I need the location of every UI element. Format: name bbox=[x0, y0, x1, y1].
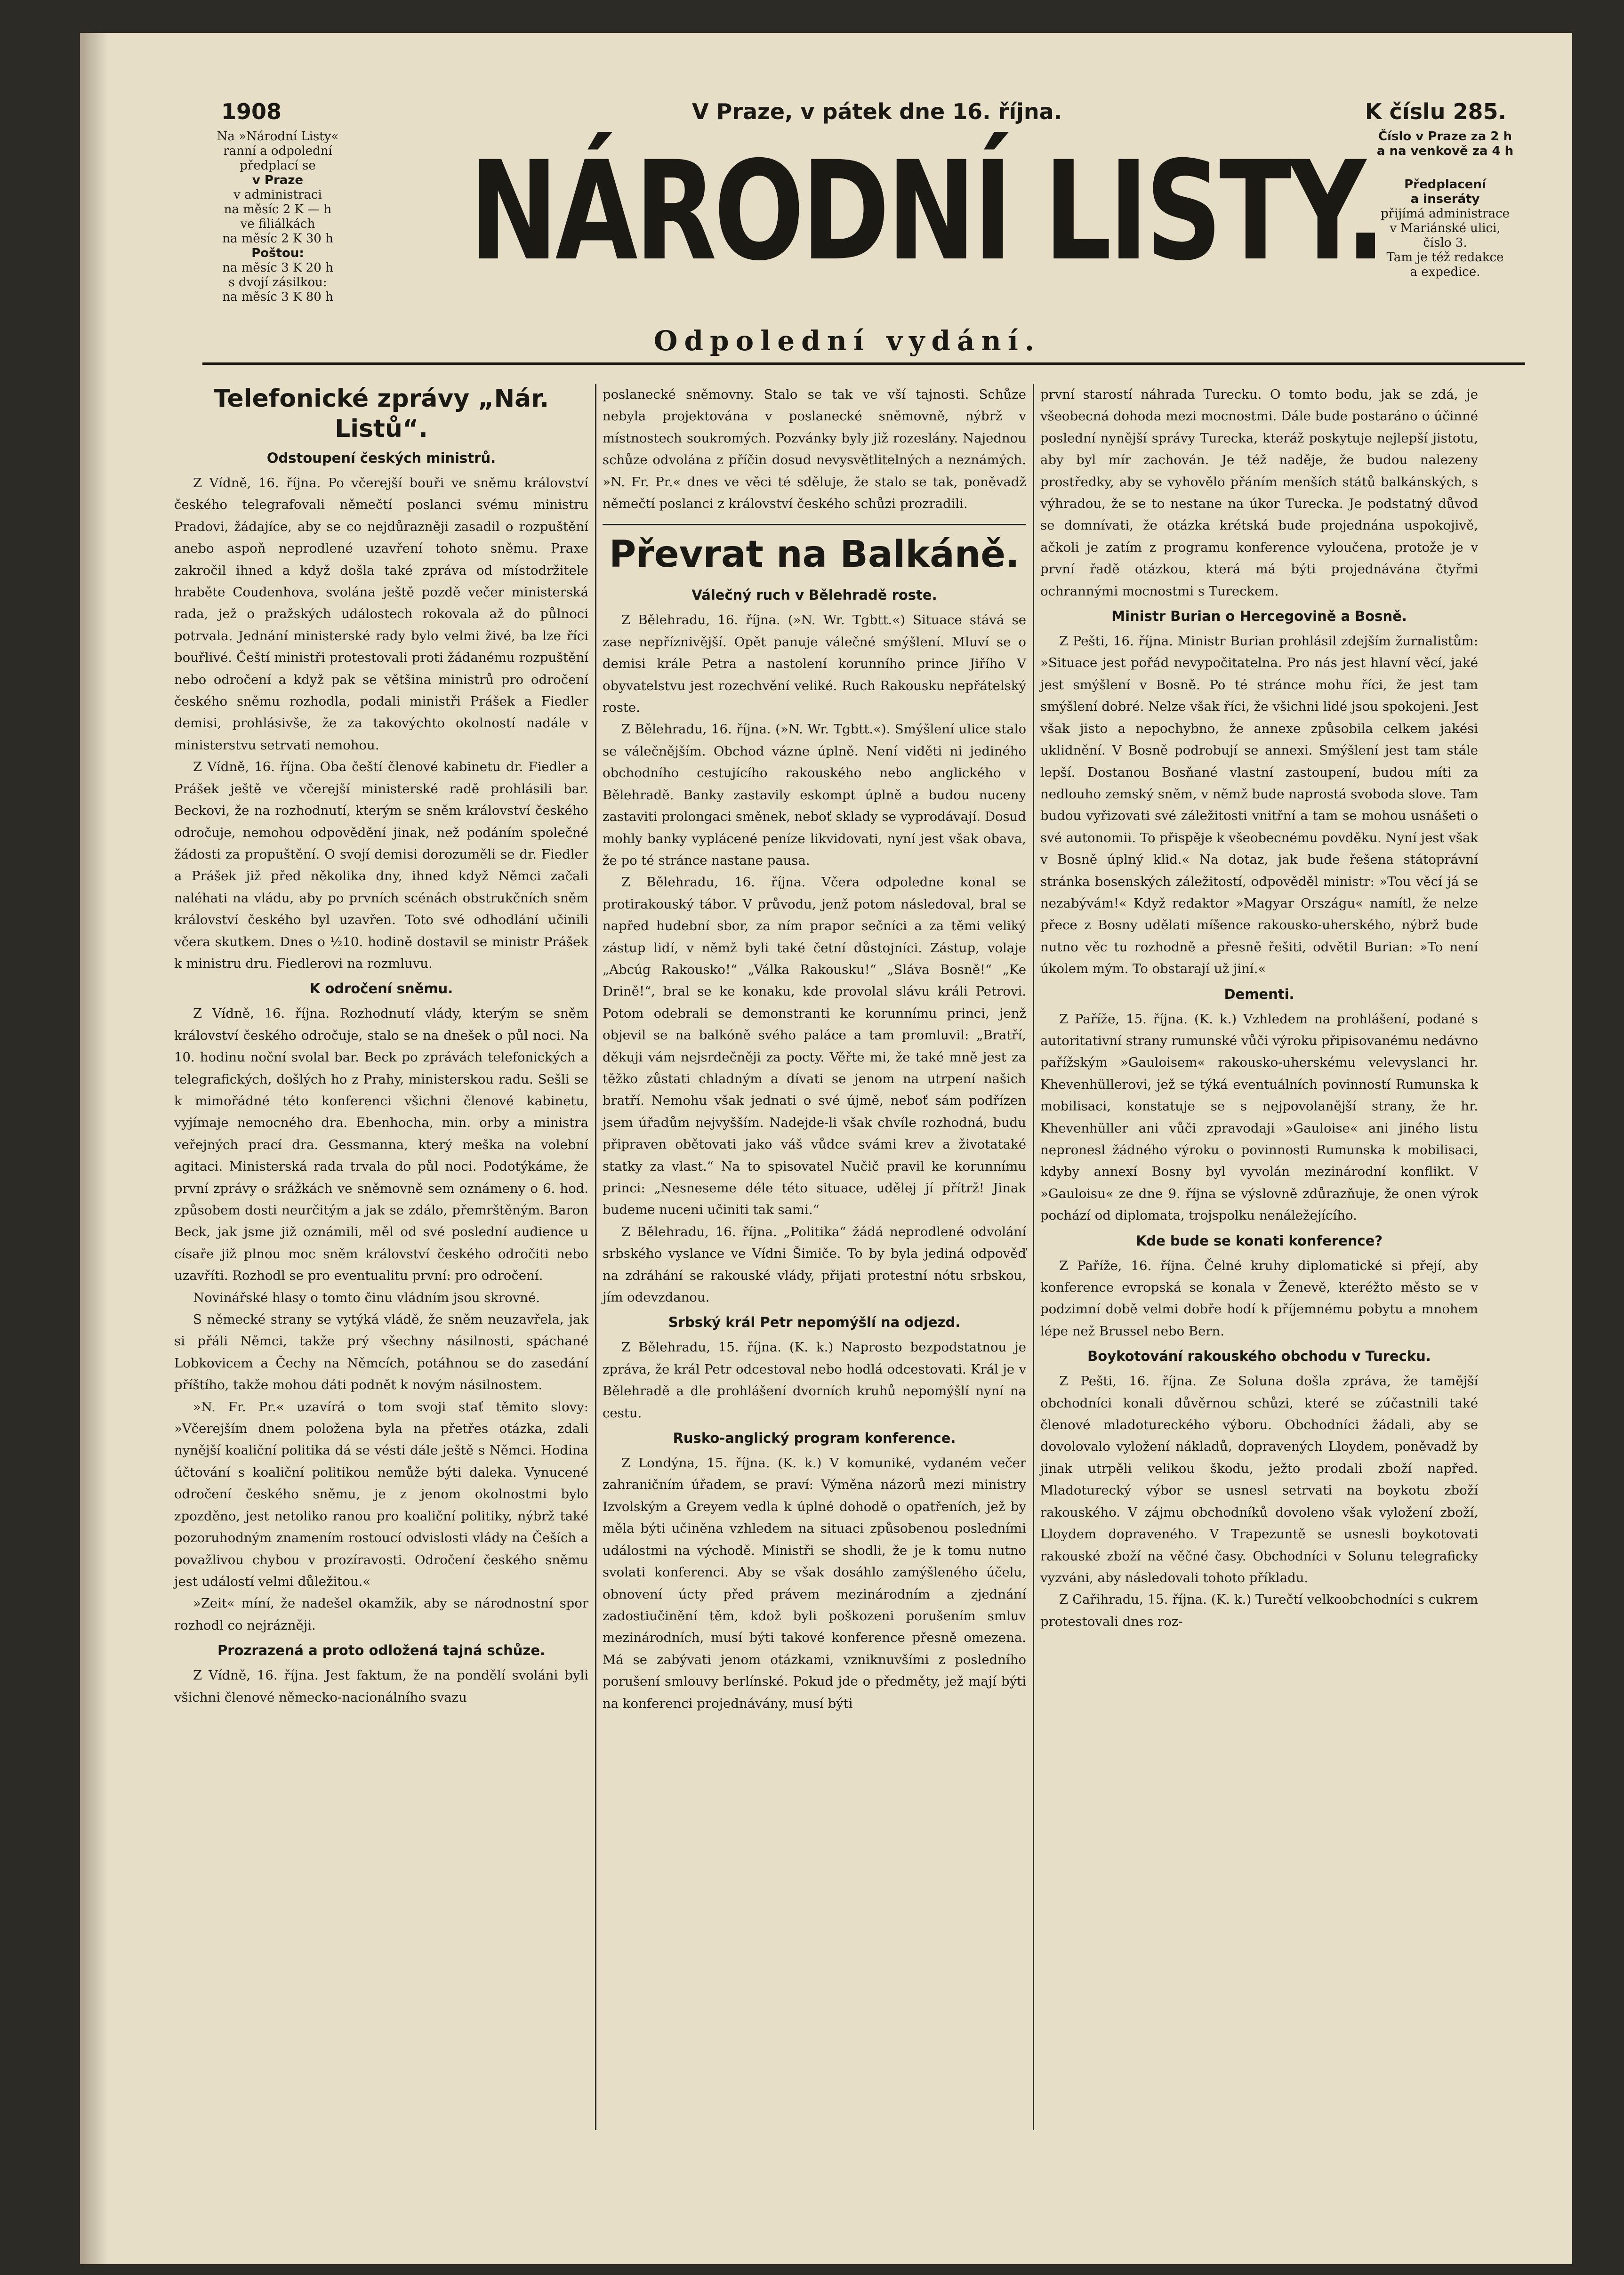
subscription-line: v administraci bbox=[233, 188, 322, 202]
article-paragraph: Z Bělehradu, 16. října. (»N. Wr. Tgbtt.«) Situace stává se zase nepříznivější. Opět panuje válečné smýšlení. Mluví se o demisi krále Petra a nastolení korunního prince Jiřího V obyvatelstvu jest rozechvění veliké. Ruch Rakousku nepřátelský roste. bbox=[603, 612, 1026, 715]
masthead-year: 1908 bbox=[221, 99, 282, 124]
price-line: Předplacení bbox=[1404, 177, 1486, 192]
article-paragraph: Z Vídně, 16. října. Oba čeští členové kabinetu dr. Fiedler a Prášek ještě ve včerejší ministerské radě prohlásili bar. Beckovi, že na rozhodnutí, kterým se sněm království českého odročuje, nemohou odpovědění jinak, než podáním společné žádosti za propuštění. O svojí demisi dorozuměli se dr. Fiedler a Prášek již před několika dny, ihned když Němci začali naléhati na vládu, aby po prvních scénách obstrukčních sněm království českého byl uzavřen. Toto své odhodlání učinili včera skutkem. Dnes o ½10. hodině dostavil se ministr Prášek k ministru dru. Fiedlerovi na rozmluvu. bbox=[174, 759, 588, 971]
section-heading: Telefonické zprávy „Nár. Listů“. bbox=[213, 385, 549, 443]
subscription-line: ve filiálkách bbox=[240, 217, 315, 231]
article-paragraph: Z Vídně, 16. října. Po včerejší bouři ve sněmu království českého telegrafovali němečtí poslanci svému ministru Pradovi, žádajíce, aby se co nejdůrazněji zasadil o rozpuštění anebo aspoň neprodlené uzavření tohoto sněmu. Praxe zakročil ihned a když došla také zpráva od místodržitele hraběte Coudenhova, svolána ještě pozdě večer ministerská rada, jež o pražských událostech rokovala až do půlnoci potrvala. Jednání ministerské rady bylo velmi živé, ba lze říci bouřlivé. Čeští ministři protestovali proti žádanému rozpuštění nebo odročení a když pak se většina ministrů pro odročení českého sněmu rozhodla, podali ministři Prášek a Fiedler demisi, prohlásivše, že za takovýchto okolností nadále v ministerstvu setrvati nemohou. bbox=[174, 475, 588, 753]
article-paragraph: S německé strany se vytýká vládě, že sněm neuzavřela, jak si přáli Němci, takže prý všechny násilnosti, spáchané Lobkovicem a Čechy na Němcích, potáhnou se do zasedání příštího, takže mohou dáti podnět k novým násilnostem. bbox=[174, 1312, 588, 1393]
article-subhead: Ministr Burian o Hercegovině a Bosně. bbox=[1111, 608, 1407, 625]
price-line: číslo 3. bbox=[1423, 236, 1467, 250]
article-paragraph: Z Vídně, 16. října. Rozhodnutí vlády, kterým se sněm království českého odročuje, stalo se na dnešek o půl noci. Na 10. hodinu noční svolal bar. Beck po zprávách telefonických a telegrafických, došlých ho z Prahy, ministerskou radu. Sešli se k mimořádné této konferenci všichni členové kabinetu, vyjímaje nemocného dra. Ebenhocha, min. orby a ministra veřejných prací dra. Gessmanna, který meška na volební agitaci. Ministerská rada trvala do půl noci. Podotýkáme, že první zprávy o srážkách ve sněmovně sem oznámeny o 6. hod. způsobem dosti neurčitým a jak se zdálo, přemrštěným. Baron Beck, jak jsme již oznámili, měl od své poslední audience u císaře již plnou moc sněm království českého odročiti nebo uzavříti. Rozhodl se pro eventualitu první: pro odročení. bbox=[174, 1006, 588, 1284]
article-paragraph: »Zeit« míní, že nadešel okamžik, aby se národnostní spor rozhodl co nejrázněji. bbox=[174, 1596, 588, 1633]
article-continuation: první starostí náhrada Turecku. O tomto bodu, jak se zdá, je všeobecná dohoda mezi mocnostmi. Dále bude postaráno o účinné poslední nynější správy Turecka, kteráž poskytuje nejlepší jistotu, aby byl mír zachován. Je též naděje, že budou nalezeny prostředky, aby se vyhovělo přáním menších států balkánských, s výhradou, že se to nestane na úkor Turecka. Je podstatný důvod se domnívati, že otázka krétská bude projednána uspokojivě, ačkoli je zatím z programu konference vyloučena, protože je v první řadě otázkou, která má býti projednávána čtyřmi ochrannými mocnostmi s Tureckem. bbox=[1040, 387, 1478, 599]
article-paragraph: Z Pešti, 16. října. Ministr Burian prohlásil zdejším žurnalistům: »Situace jest pořád nevypočitatelna. Pro nás jest hlavní věcí, jaké jest smýšlení v Bosně. Po té stránce mohu říci, že jest tam smýšlení dobré. Nelze však říci, že všichni lidé jsou spokojeni. Jest však jisto a nepochybno, že annexe způsobila celkem jakési uklidnění. V Bosně podrobují se annexi. Smýšlení jest tam stále lepší. Dostanou Bosňané vlastní zastoupení, budou míti za nedlouho zemský sněm, v němž bude naprostá svoboda slove. Tam budou vyřizovati své záležitosti vnitřní a tam se mohou usnášeti o své autonomii. To přispěje k všeobecnému povděku. Nyní jest však v Bosně úplný klid.« Na dotaz, jak bude řešena státoprávní stránka bosenských záležitostí, odpověděl ministr: »Tou věcí já se nezabývám!« Když redaktor »Magyar Országu« namítl, že nelze přece z Bosny udělati míšence rakousko-uherského, nýbrž bude nutno věc tu rozhodně a přesně řešiti, odvětil Burian: »To není úkolem mým. To obstarají už jiní.« bbox=[1040, 634, 1478, 977]
newspaper-title: NÁRODNÍ LISTY. bbox=[469, 132, 1383, 291]
subscription-line: s dvojí zásilkou: bbox=[228, 275, 327, 289]
masthead-rule bbox=[202, 362, 1525, 365]
column-divider bbox=[595, 384, 596, 2130]
subscription-line: na měsíc 3 K 20 h bbox=[222, 261, 333, 275]
article-subhead: Válečný ruch v Bělehradě roste. bbox=[691, 587, 937, 603]
edition-label: Odpolední vydání. bbox=[653, 325, 1041, 357]
article-subhead: Srbský král Petr nepomýšlí na odjezd. bbox=[668, 1314, 961, 1331]
article-paragraph: Z Bělehradu, 16. října. (»N. Wr. Tgbtt.«). Smýšlení ulice stalo se válečnějším. Obchod vázne úplně. Není viděti ni jediného obchodního cestujícího rakouského nebo anglického v Bělehradě. Banky zastavily eskompt úplně a budou nuceny zastaviti prolongaci směnek, neboť sklady se vyprodávají. Dosud mohly banky vyplácené peníze likvidovati, nyní jest však obava, že po té stránce nastane pausa. bbox=[603, 722, 1026, 868]
article-paragraph: Z Paříže, 16. října. Čelné kruhy diplomatické si přejí, aby konference evropská se konala v Ženevě, kteréžto město se v podzimní době velmi dobře hodí k příjemnému pobytu a mnohem lépe než Brussel nebo Bern. bbox=[1040, 1258, 1478, 1339]
article-continuation: poslanecké sněmovny. Stalo se tak ve vší tajnosti. Schůze nebyla projektována v poslanecké sněmovně, nýbrž v místnostech soukromých. Pozvánky byly již rozeslány. Najednou schůze odvolána z příčin dosud nevysvětlitelných a neznámých. »N. Fr. Pr.« dnes ve věci té sděluje, že stalo se tak, poněvadž němečtí poslanci z království českého schůzi prozradili. bbox=[603, 387, 1026, 512]
price-line: v Mariánské ulici, bbox=[1390, 221, 1501, 235]
article-paragraph: »N. Fr. Pr.« uzavírá o tom svoji stať těmito slovy: »Včerejším dnem položena byla na přetřes otázka, zdali nynější koaliční politika dá se vésti dále ještě s Němci. Hodina účtování s koaliční politikou nemůže býti daleka. Vynucené odročení českého sněmu, je z jenom okolnostmi bylo zpozděno, jest netoliko ranou pro koaliční politiky, nýbrž také pozoruhodným znamením rostoucí odvislosti vlády na Češích a považlivou chybou v prozíravosti. Odročení českého sněmu jest událostí velmi důležitou.« bbox=[174, 1399, 588, 1589]
section-heading: Převrat na Balkáně. bbox=[603, 524, 1026, 577]
article-paragraph: Z Bělehradu, 15. října. (K. k.) Naprosto bezpodstatnou je zpráva, že král Petr odcestoval nebo hodlá odcestovati. Král je v Bělehradě a dle prohlášení dvorních kruhů nepomýšlí nyní na cestu. bbox=[603, 1340, 1026, 1421]
article-paragraph: Novinářské hlasy o tomto činu vládním jsou skrovné. bbox=[193, 1290, 540, 1305]
subscription-line: Poštou: bbox=[251, 246, 304, 260]
subscription-line: ranní a odpolední bbox=[223, 144, 332, 158]
article-paragraph: Z Paříže, 15. října. (K. k.) Vzhledem na prohlášení, podané s autoritativní strany rumunské vůči výroku připisovanému nedávno pařížským »Gauloisem« rakousko-uherskému velevyslanci hr. Khevenhüllerovi, jež se týká eventuálních povinností Rumunska k mobilisaci, konstatuje se s nejpovolanější strany, že hr. Khevenhüller ani vůči zpravodaji »Gauloise« ani jiného listu nepronesl žádného výroku o povinnosti Rumunska k mobilisaci, kdyby annexí Bosny byl vyvolán mezinárodní konflikt. V »Gauloisu« ze dne 9. října se výslovně zdůrazňuje, že onen výrok pochází od diplomata, trojspolku nenáležejícího. bbox=[1040, 1011, 1478, 1223]
subscription-line: na měsíc 2 K — h bbox=[224, 202, 332, 217]
article-paragraph: Z Bělehradu, 16. října. Včera odpoledne konal se protirakouský tábor. V průvodu, jenž potom následoval, bral se napřed hudební sbor, za ním prapor sečníci a za těmi veliký zástup lidí, v němž byli také četní důstojníci. Zástup, volaje „Abcúg Rakousko!“ „Válka Rakousku!“ „Sláva Bosně!“ „Ke Drině!“, bral se ke konaku, kde provolal slávu králi Petrovi. Potom odebrali se demonstranti ke korunnímu princi, jenž objevil se na balkóně svého paláce a tam promluvil: „Bratří, děkuji vám nejsrdečněji za pocty. Věřte mi, že také mně jest za těžko zůstati chladným a dívati se jenom na utrpení našich bratří. Nemohu však jednati o své újmě, neboť sám podřízen jsem úřadům nejvyšším. Nadejde-li však chvíle rozhodná, budu připraven obětovati jako váš vůdce svámi krev a životataké statky za vlast.“ Na to spisovatel Nučič pravil ke korunnímu princi: „Nesneseme déle této situace, udělej jí přítrž! Jinak budeme nuceni učiniti tak sami.“ bbox=[603, 875, 1026, 1218]
newspaper-page bbox=[80, 33, 1572, 2264]
masthead bbox=[80, 33, 1572, 372]
subscription-info-box bbox=[202, 129, 353, 305]
column-telephone-reports bbox=[174, 384, 588, 1708]
column-balkan bbox=[603, 384, 1026, 1714]
price-line: a na venkově za 4 h bbox=[1376, 144, 1514, 158]
subscription-line: Na »Národní Listy« bbox=[217, 129, 339, 144]
price-line: Číslo v Praze za 2 h bbox=[1378, 129, 1512, 144]
article-subhead: Prozrazená a proto odložená tajná schůze. bbox=[217, 1642, 545, 1659]
price-info-box bbox=[1365, 129, 1525, 280]
article-paragraph: Z Pešti, 16. října. Ze Soluna došla zpráva, že tamější obchodníci konali důvěrnou schůzi, které se zúčastnili také členové mladotureckého výboru. Obchodníci žádali, aby se dovolovalo vyložení nákladů, dopravených Lloydem, poněvadž by jinak utrpěli velikou škodu, ježto prodali zboží napřed. Mladoturecký výbor se usnesl setrvati na boykotu zboží rakouského. V zájmu obchodníků dovoleno však vyložení zboží, Lloydem dopraveného. V Trapezuntě se usnesli boykotovati rakouské zboží na věčné časy. Obchodníci v Solunu telegraficky vyzváni, aby následovali tohoto příkladu. bbox=[1040, 1374, 1478, 1585]
article-paragraph: Z Cařihradu, 15. října. (K. k.) Turečtí velkoobchodníci s cukrem protestovali dnes roz- bbox=[1040, 1592, 1478, 1629]
subscription-line: na měsíc 3 K 80 h bbox=[222, 290, 333, 304]
article-paragraph: Z Londýna, 15. října. (K. k.) V komuniké, vydaném večer zahraničním úřadem, se praví: Výměna názorů mezi ministry Izvolským a Greyem vedla k úplné dohodě o opatřeních, jež by měla býti učiněna vzhledem na situaci způsobenou posledními událostmi na východě. Ministři se shodli, že je k tomu nutno svolati konferenci. Aby se však dosáhlo zamýšleného účelu, obnovení úcty před právem mezinárodním a zjednání zadostiučinění těm, kdož byli poškozeni porušením smluv mezinárodních, musí býti takové konference přesně omezena. Má se zabývati jenom otázkami, vzniknuvšími z posledního porušení smlouvy berlínské. Pokud jde o předměty, jež mají býti na konferenci projednávány, musí býti bbox=[603, 1455, 1026, 1711]
article-subhead: Dementi. bbox=[1224, 986, 1294, 1002]
article-paragraph: Z Vídně, 16. října. Jest faktum, že na pondělí svoláni byli všichni členové německo-nacionálního svazu bbox=[174, 1668, 588, 1705]
article-subhead: K odročení sněmu. bbox=[309, 981, 453, 997]
price-line: a inseráty bbox=[1410, 192, 1480, 206]
subscription-line: na měsíc 2 K 30 h bbox=[222, 232, 333, 246]
article-paragraph: Z Bělehradu, 16. října. „Politika“ žádá neprodlené odvolání srbského vyslance ve Vídni Šimiče. To by byla jediná odpověď na zdráhání se rakouské vlády, přijati protestní nótu srbskou, jím odevzdanou. bbox=[603, 1224, 1026, 1305]
masthead-dateline: V Praze, v pátek dne 16. října. bbox=[692, 99, 1062, 124]
article-subhead: Boykotování rakouského obchodu v Turecku. bbox=[1087, 1348, 1431, 1365]
article-subhead: Kde bude se konati konference? bbox=[1135, 1232, 1383, 1249]
subscription-line: předplací se bbox=[240, 159, 316, 173]
article-subhead: Rusko-anglický program konference. bbox=[673, 1430, 956, 1447]
price-line: Tam je též redakce bbox=[1386, 250, 1504, 265]
article-subhead: Odstoupení českých ministrů. bbox=[266, 450, 496, 466]
masthead-issue: K číslu 285. bbox=[1365, 99, 1506, 124]
column-diplomacy bbox=[1040, 384, 1478, 1632]
column-divider bbox=[1033, 384, 1034, 2130]
price-line: a expedice. bbox=[1410, 265, 1480, 279]
subscription-line: v Praze bbox=[252, 173, 304, 187]
price-line: přijímá administrace bbox=[1380, 207, 1510, 221]
